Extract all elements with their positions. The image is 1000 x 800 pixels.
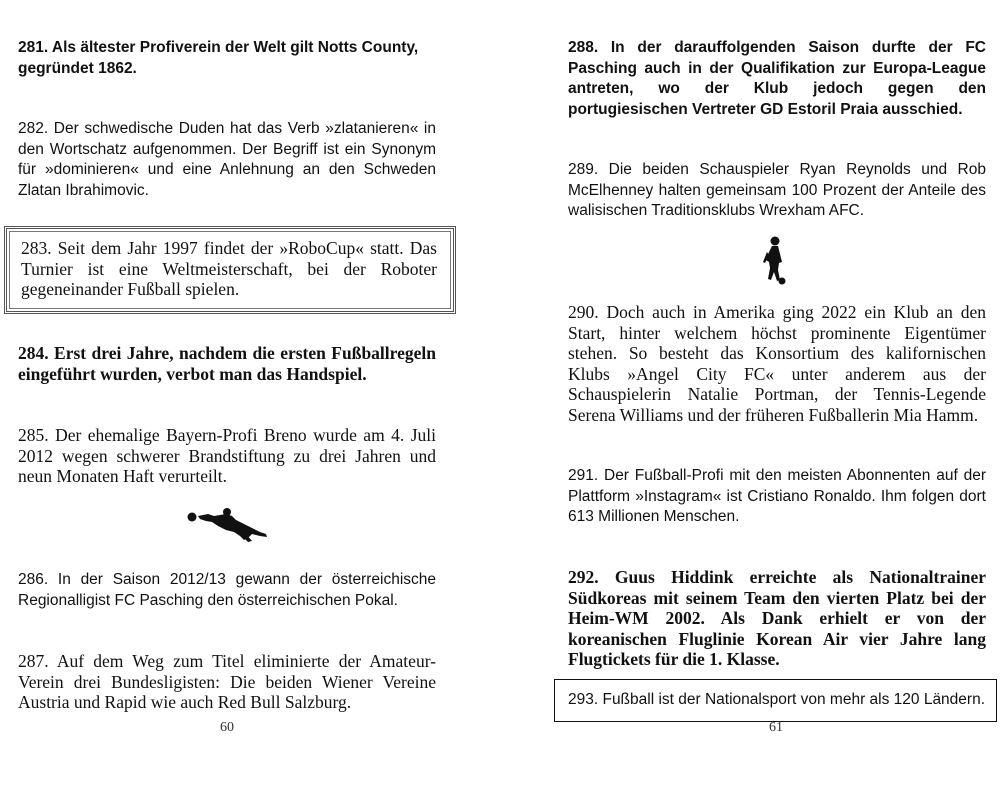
- page-number: 60: [220, 720, 234, 735]
- fact-285: 285. Der ehemalige Bayern-Profi Breno wurde am 4. Juli 2012 wegen schwerer Brandstiftung zu drei Jahren und neun Monaten Haft verurteilt.: [18, 425, 436, 486]
- fact-293: 293. Fußball ist der Nationalsport von mehr als 120 Ländern.: [568, 691, 986, 708]
- goalkeeper-diving-icon: [186, 506, 270, 546]
- fact-281: 281. Als ältester Profiverein der Welt gilt Notts County, gegründet 1862.: [18, 39, 419, 77]
- fact-290: 290. Doch auch in Amerika ging 2022 ein Klub an den Start, hinter welchem höchst prominente Eigentümer stehen. So besteht das Konsortium des kalifornischen Klubs »Angel City FC« unter anderem aus der Schauspielerin Natalie Portman, der Tennis-Legende Serena Williams und der früheren Fußballerin Mia Hamm.: [568, 302, 986, 425]
- fact-293-box: [554, 679, 997, 722]
- female-footballer-icon: [760, 236, 788, 286]
- fact-287: 287. Auf dem Weg zum Titel eliminierte der Amateur-Verein drei Bundesligisten: Die beiden Wiener Vereine Austria und Rapid wie auch Red Bull Salzburg.: [18, 651, 436, 712]
- fact-289: 289. Die beiden Schauspieler Ryan Reynolds und Rob McElhenney halten gemeinsam 100 Prozent der Anteile des walisischen Traditionsklubs Wrexham AFC.: [568, 161, 986, 219]
- page-number: 61: [769, 720, 783, 735]
- fact-284: 284. Erst drei Jahre, nachdem die ersten Fußballregeln eingeführt wurden, verbot man das Handspiel.: [18, 343, 436, 384]
- fact-283: 283. Seit dem Jahr 1997 findet der »RoboCup« statt. Das Turnier ist eine Weltmeisterschaft, bei der Roboter gegeneinander Fußball spielen.: [21, 238, 437, 299]
- fact-286: 286. In der Saison 2012/13 gewann der österreichische Regionalligist FC Pasching den österreichischen Pokal.: [18, 571, 436, 609]
- fact-288: 288. In der darauffolgenden Saison durfte der FC Pasching auch in der Qualifikation zur Europa-League antreten, wo der Klub jedoch gegen den portugiesischen Vertreter GD Estoril Praia ausschied.: [568, 39, 986, 118]
- fact-292: 292. Guus Hiddink erreichte als Nationaltrainer Südkoreas mit seinem Team den vierten Platz bei der Heim-WM 2002. Als Dank erhielt er von der koreanischen Fluglinie Korean Air vier Jahre lang Flugtickets für die 1. Klasse.: [568, 567, 986, 669]
- fact-283-box: [4, 226, 456, 314]
- fact-282: 282. Der schwedische Duden hat das Verb »zlatanieren« in den Wortschatz aufgenommen. Der Begriff ist ein Synonym für »dominieren« und eine Anlehnung an den Schweden Zlatan Ibrahimovic.: [18, 120, 436, 199]
- fact-291: 291. Der Fußball-Profi mit den meisten Abonnenten auf der Plattform »Instagram« ist Cristiano Ronaldo. Ihm folgen dort 613 Millionen Menschen.: [568, 467, 986, 525]
- right-page: [500, 0, 1000, 800]
